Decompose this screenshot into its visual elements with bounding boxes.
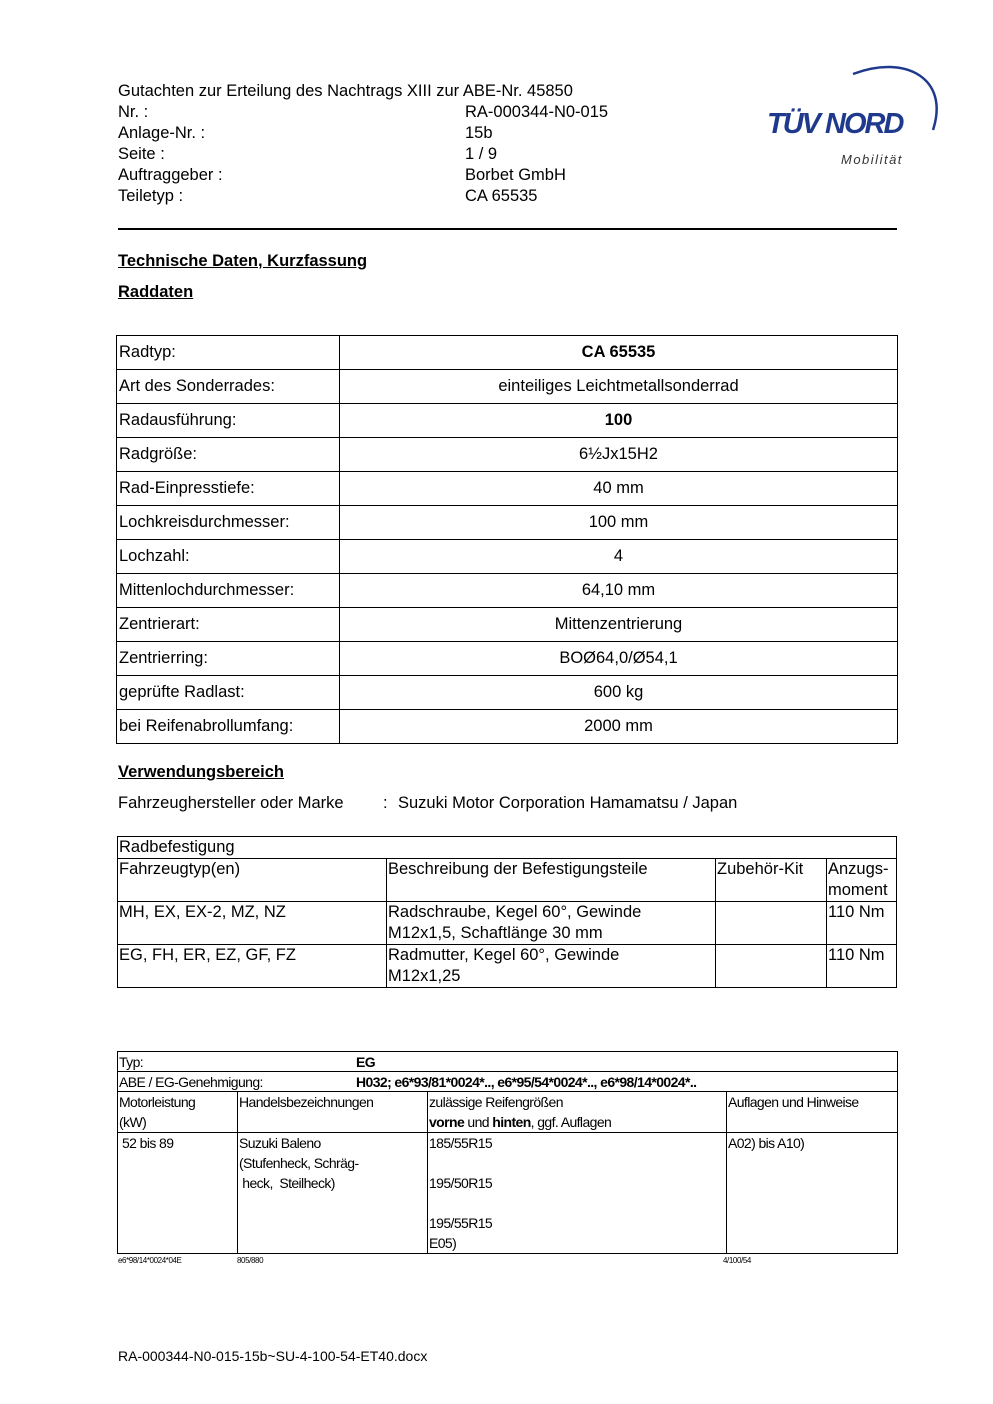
trade-name-line: Suzuki Baleno	[239, 1135, 321, 1151]
wheel-value: 100 mm	[340, 506, 898, 540]
table-row	[117, 540, 898, 574]
tyres-rear: hinten	[492, 1114, 531, 1130]
footer-filename: RA-000344-N0-015-15b~SU-4-100-54-ET40.docx	[118, 1348, 428, 1364]
wheel-value: einteiliges Leichtmetallsonderrad	[340, 370, 898, 404]
table-row	[117, 404, 898, 438]
wheel-value: 6½Jx15H2	[340, 438, 898, 472]
small-code-left: e6*98/14*0024*04E	[118, 1256, 182, 1265]
logo-brand: TÜV NORD	[767, 108, 903, 140]
torque-value: 110 Nm	[827, 945, 897, 988]
tyre-sizes	[428, 1133, 727, 1254]
tyre-size	[429, 1153, 725, 1173]
wheel-label: geprüfte Radlast:	[117, 676, 340, 710]
header-tyres	[428, 1092, 727, 1133]
tyre-size: E05)	[429, 1235, 457, 1251]
header-power-line2: (kW)	[119, 1114, 147, 1130]
engine-power: 52 bis 89	[118, 1133, 238, 1254]
header-torque-line1: Anzugs-	[828, 860, 889, 878]
description-line: M12x1,5, Schaftlänge 30 mm	[388, 924, 603, 942]
abe-label: ABE / EG-Genehmigung:	[119, 1074, 263, 1090]
manufacturer-line	[118, 794, 738, 813]
type-row	[118, 1052, 898, 1072]
manufacturer-label: Fahrzeughersteller oder Marke	[118, 794, 344, 812]
header-torque-line2: moment	[828, 881, 888, 899]
vehicle-type-table	[117, 1051, 898, 1254]
table-row	[117, 438, 898, 472]
section-usage: Verwendungsbereich	[118, 763, 284, 781]
table-header-row	[118, 859, 897, 902]
table-row	[118, 945, 897, 988]
tyre-size: 195/55R15	[429, 1215, 493, 1231]
table-row	[118, 837, 897, 859]
wheel-data-table	[116, 335, 898, 744]
vehicle-types: MH, EX, EX-2, MZ, NZ	[118, 902, 387, 945]
wheel-value: 100	[340, 404, 898, 438]
description-line: Radschraube, Kegel 60°, Gewinde	[388, 903, 642, 921]
logo-subtitle: Mobilität	[841, 152, 903, 167]
header-row-nr	[118, 102, 609, 123]
header-row-seite	[118, 144, 498, 165]
manufacturer-value: Suzuki Motor Corporation Hamamatsu / Japan	[398, 794, 738, 812]
tyres-front: vorne	[429, 1114, 465, 1130]
header-tyres-line2	[429, 1112, 725, 1132]
header-vehicle-types: Fahrzeugtyp(en)	[118, 859, 387, 902]
wheel-value: 600 kg	[340, 676, 898, 710]
header-description: Beschreibung der Befestigungsteile	[387, 859, 716, 902]
description-line: Radmutter, Kegel 60°, Gewinde	[388, 946, 620, 964]
header-divider	[118, 228, 897, 230]
wheel-label: Lochzahl:	[117, 540, 340, 574]
trade-name-line: heck, Steilheck)	[239, 1175, 335, 1191]
wheel-value: 2000 mm	[340, 710, 898, 744]
header-accessory-kit: Zubehör-Kit	[716, 859, 827, 902]
header-notes: Auflagen und Hinweise	[727, 1092, 898, 1133]
tyre-size: 195/50R15	[429, 1175, 493, 1191]
table-row	[117, 336, 898, 370]
document-title: Gutachten zur Erteilung des Nachtrags XIII zur ABE-Nr. 45850	[118, 82, 573, 100]
torque-value: 110 Nm	[827, 902, 897, 945]
notes: A02) bis A10)	[727, 1133, 898, 1254]
description-line: M12x1,25	[388, 967, 461, 985]
wheel-label: Lochkreisdurchmesser:	[117, 506, 340, 540]
table-row	[118, 1133, 898, 1254]
wheel-value: CA 65535	[340, 336, 898, 370]
table-row	[117, 574, 898, 608]
header-value: Borbet GmbH	[465, 166, 566, 184]
trade-name-line: (Stufenheck, Schräg-	[239, 1155, 359, 1171]
header-row-teiletyp	[118, 186, 538, 207]
table-row	[117, 472, 898, 506]
header-power	[118, 1092, 238, 1133]
header-value: 1 / 9	[465, 145, 498, 163]
wheel-value: 64,10 mm	[340, 574, 898, 608]
table-row	[117, 710, 898, 744]
table-row	[117, 642, 898, 676]
mounting-description	[387, 902, 716, 945]
header-row-anlage	[118, 123, 493, 144]
header-value: RA-000344-N0-015	[465, 103, 609, 121]
section-technical: Technische Daten, Kurzfassung	[118, 252, 368, 270]
tyre-size: 185/55R15	[429, 1135, 493, 1151]
wheel-label: Radtyp:	[117, 336, 340, 370]
header-power-line1: Motorleistung	[119, 1094, 196, 1110]
wheel-label: bei Reifenabrollumfang:	[117, 710, 340, 744]
header-label: Auftraggeber :	[118, 166, 223, 184]
mounting-description	[387, 945, 716, 988]
tyres-and: und	[464, 1114, 493, 1130]
wheel-label: Zentrierart:	[117, 608, 340, 642]
header-value: CA 65535	[465, 187, 538, 205]
wheel-label: Radausführung:	[117, 404, 340, 438]
abe-row	[118, 1072, 898, 1092]
wheel-value: 40 mm	[340, 472, 898, 506]
header-label: Nr. :	[118, 103, 149, 121]
section-wheel-data: Raddaten	[118, 283, 194, 301]
table-row	[118, 1052, 898, 1072]
accessory-kit	[716, 902, 827, 945]
wheel-label: Art des Sonderrades:	[117, 370, 340, 404]
wheel-value: Mittenzentrierung	[340, 608, 898, 642]
table-header-row	[118, 1092, 898, 1133]
table-row	[117, 608, 898, 642]
table-row	[117, 506, 898, 540]
wheel-label: Radgröße:	[117, 438, 340, 472]
tyres-suffix: , ggf. Auflagen	[530, 1114, 612, 1130]
header-trade-names: Handelsbezeichnungen	[238, 1092, 428, 1133]
type-value: EG	[356, 1054, 376, 1070]
small-code-right: 4/100/54	[723, 1256, 751, 1265]
wheel-label: Rad-Einpresstiefe:	[117, 472, 340, 506]
header-label: Seite :	[118, 145, 165, 163]
header-value: 15b	[465, 124, 493, 142]
tyre-size	[429, 1193, 725, 1213]
manufacturer-separator: :	[383, 794, 388, 812]
header-label: Anlage-Nr. :	[118, 124, 206, 142]
table-row	[117, 676, 898, 710]
wheel-label: Mittenlochdurchmesser:	[117, 574, 340, 608]
table-row	[117, 370, 898, 404]
header-tyres-line1: zulässige Reifengrößen	[429, 1094, 563, 1110]
header-row-auftraggeber	[118, 165, 566, 186]
wheel-label: Zentrierring:	[117, 642, 340, 676]
wheel-value: BOØ64,0/Ø54,1	[340, 642, 898, 676]
table-row	[118, 1072, 898, 1092]
table-row	[118, 902, 897, 945]
tuv-nord-logo	[765, 58, 945, 173]
mounting-table	[117, 836, 897, 988]
type-label: Typ:	[119, 1054, 144, 1070]
trade-names	[238, 1133, 428, 1254]
header-label: Teiletyp :	[118, 187, 184, 205]
vehicle-types: EG, FH, ER, EZ, GF, FZ	[118, 945, 387, 988]
small-code-mid: 805/880	[237, 1256, 264, 1265]
accessory-kit	[716, 945, 827, 988]
wheel-value: 4	[340, 540, 898, 574]
abe-value: H032; e6*93/81*0024*.., e6*95/54*0024*.., e6*98/14*0024*..	[356, 1074, 697, 1090]
mounting-title: Radbefestigung	[118, 837, 897, 859]
header-torque	[827, 859, 897, 902]
